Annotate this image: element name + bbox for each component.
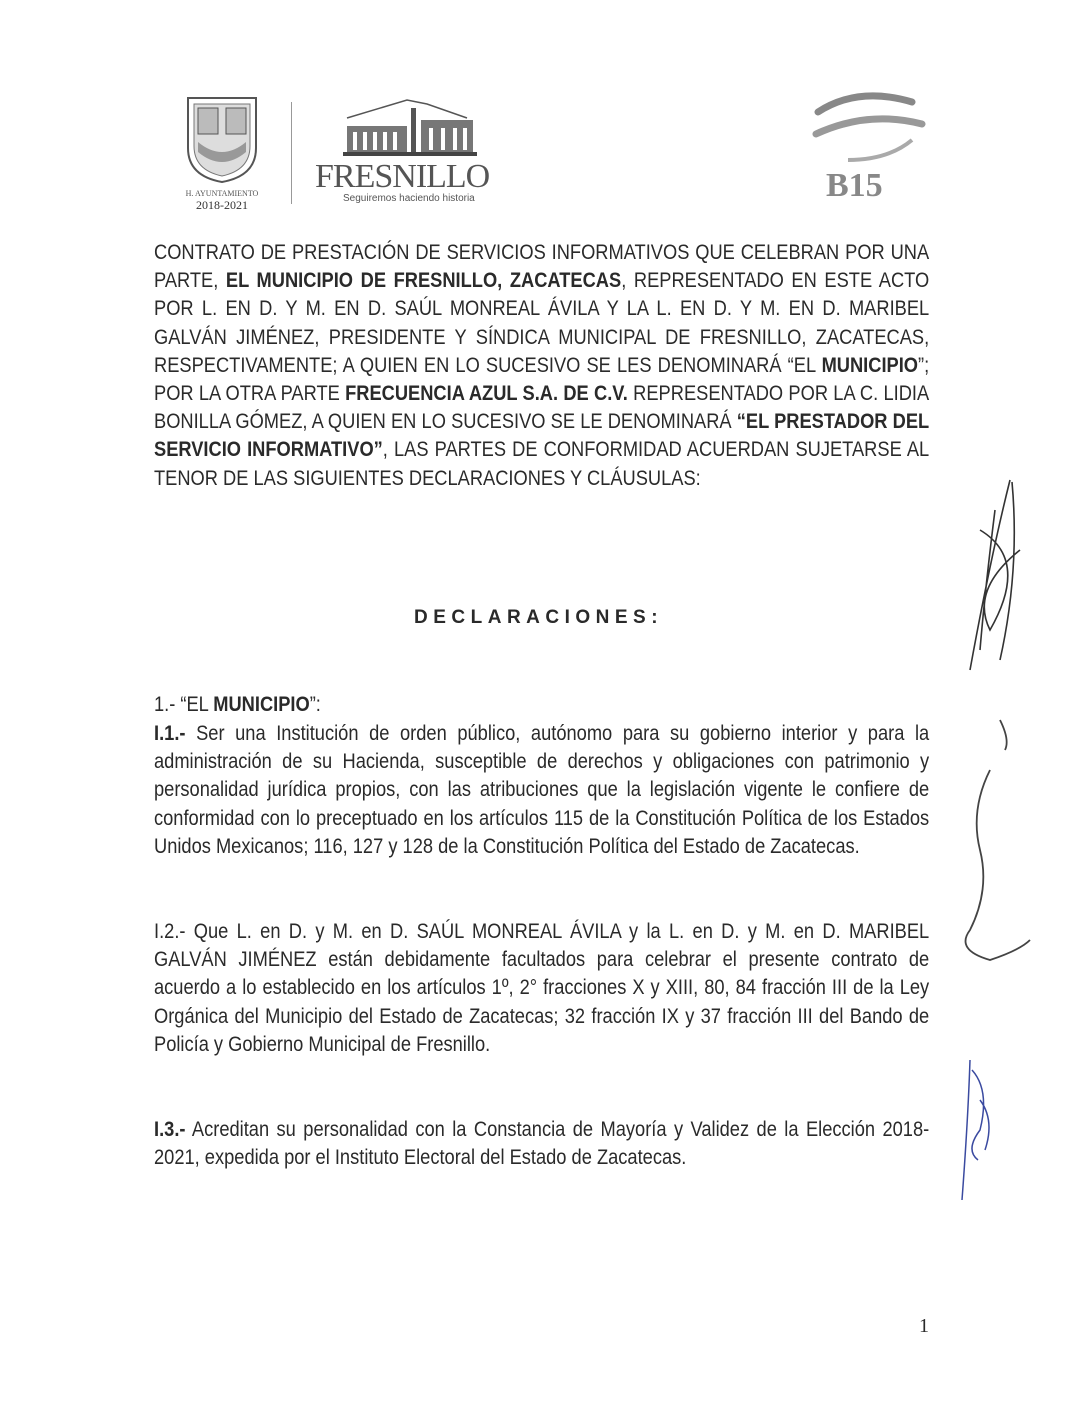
declaration-text: Ser una Institución de orden público, autónomo para su gobierno interior y para la administración de su Hacienda, susceptible de derechos y obligaciones con patrimonio y personalidad jurídica propios, con las atribuciones que la legislación vigente le confiere de conformidad con lo preceptuado en los artículos 115 de la Constitución Política de los Estados Unidos Mexicanos; 116, 127 y 128 de la Constitución Política del Estado de Zacatecas.: [154, 721, 930, 858]
declaration-i3: [154, 1115, 929, 1171]
city-skyline-icon: [337, 98, 497, 156]
page-number: 1: [919, 1315, 929, 1337]
declaration-number: I.2.-: [154, 919, 186, 943]
declaration-i2: [154, 917, 929, 1058]
globe-orbit-icon: [808, 90, 928, 166]
intro-text: ”; POR LA OTRA PARTE: [154, 352, 930, 406]
intro-term-municipio: MUNICIPIO: [821, 352, 919, 377]
declaration-i1: [154, 719, 929, 860]
declaration-text: Acreditan su personalidad con la Constancia de Mayoría y Validez de la Elección 2018-2021, expedida por el Instituto Electoral del Estado de Zacatecas.: [154, 1117, 930, 1170]
intro-text: , LAS PARTES DE CONFORMIDAD ACUERDAN SUJETARSE AL TENOR DE LAS SIGUIENTES DECLARACIONES Y CLÁUSULAS:: [154, 437, 930, 490]
section-heading-declaraciones: DECLARACIONES:: [414, 607, 664, 628]
declaration-text: Que L. en D. y M. en D. SAÚL MONREAL ÁVILA y la L. en D. y M. en D. MARIBEL GALVÁN JIMÉNEZ están debidamente facultados para celebrar el presente contrato de acuerdo a lo establecido en los artículos 1º, 2° fracciones X y XIII, 80, 84 fracción III de la Ley Orgánica del Municipio del Estado de Zacatecas; 32 fracción IX y 37 fracción III del Bando de Policía y Gobierno Municipal de Fresnillo.: [154, 919, 930, 1056]
subsection-heading: [154, 690, 929, 718]
b15-wordmark: B15: [826, 167, 883, 204]
b15-logo: [808, 90, 928, 204]
intro-text: , REPRESENTADO EN ESTE ACTO POR L. EN D. Y M. EN D. SAÚL MONREAL ÁVILA Y LA L. EN D. Y M. EN D. MARIBEL GALVÁN JIMÉNEZ, PRESIDENTE Y SÍNDICA MUNICIPAL DE FRESNILLO, ZACATECAS, RESPECTIVAMENTE; A QUIEN EN LO SUCESIVO SE LES DENOMINARÁ “EL: [154, 268, 930, 377]
signature-initials-blue: [962, 1060, 989, 1200]
seal-years: 2018-2021: [196, 198, 248, 212]
fresnillo-wordmark: FRESNILLO: [315, 158, 490, 195]
intro-party-municipio: EL MUNICIPIO DE FRESNILLO, ZACATECAS: [225, 268, 622, 293]
header-divider: [291, 102, 292, 204]
intro-text: CONTRATO DE PRESTACIÓN DE SERVICIOS INFORMATIVOS QUE CELEBRAN POR UNA PARTE,: [154, 240, 930, 293]
intro-party-provider: FRECUENCIA AZUL S.A. DE C.V.: [345, 381, 628, 406]
intro-text: REPRESENTADO POR LA C. LIDIA BONILLA GÓMEZ, A QUIEN EN LO SUCESIVO SE LE DENOMINARÁ: [154, 381, 930, 434]
signature-scribble-black: [970, 480, 1020, 670]
subsection-prefix: 1.- “EL: [154, 692, 214, 716]
fresnillo-logo: [315, 98, 505, 204]
subsection-bold: MUNICIPIO: [213, 692, 310, 716]
seal-caption: H. AYUNTAMIENTO: [185, 189, 259, 198]
coat-of-arms-icon: [180, 92, 264, 184]
fresnillo-tagline: Seguiremos haciendo historia: [343, 193, 475, 204]
subsection-suffix: ”:: [309, 692, 321, 716]
declaration-number: I.1.-: [154, 721, 186, 745]
declaration-number: I.3.-: [154, 1117, 186, 1141]
signature-scribble-large: [966, 720, 1031, 960]
contract-intro-paragraph: [154, 238, 929, 492]
intro-term-provider: “EL PRESTADOR DEL SERVICIO INFORMATIVO”: [154, 409, 930, 462]
margin-signatures: [950, 470, 1060, 1230]
municipal-seal-logo: [180, 92, 264, 212]
